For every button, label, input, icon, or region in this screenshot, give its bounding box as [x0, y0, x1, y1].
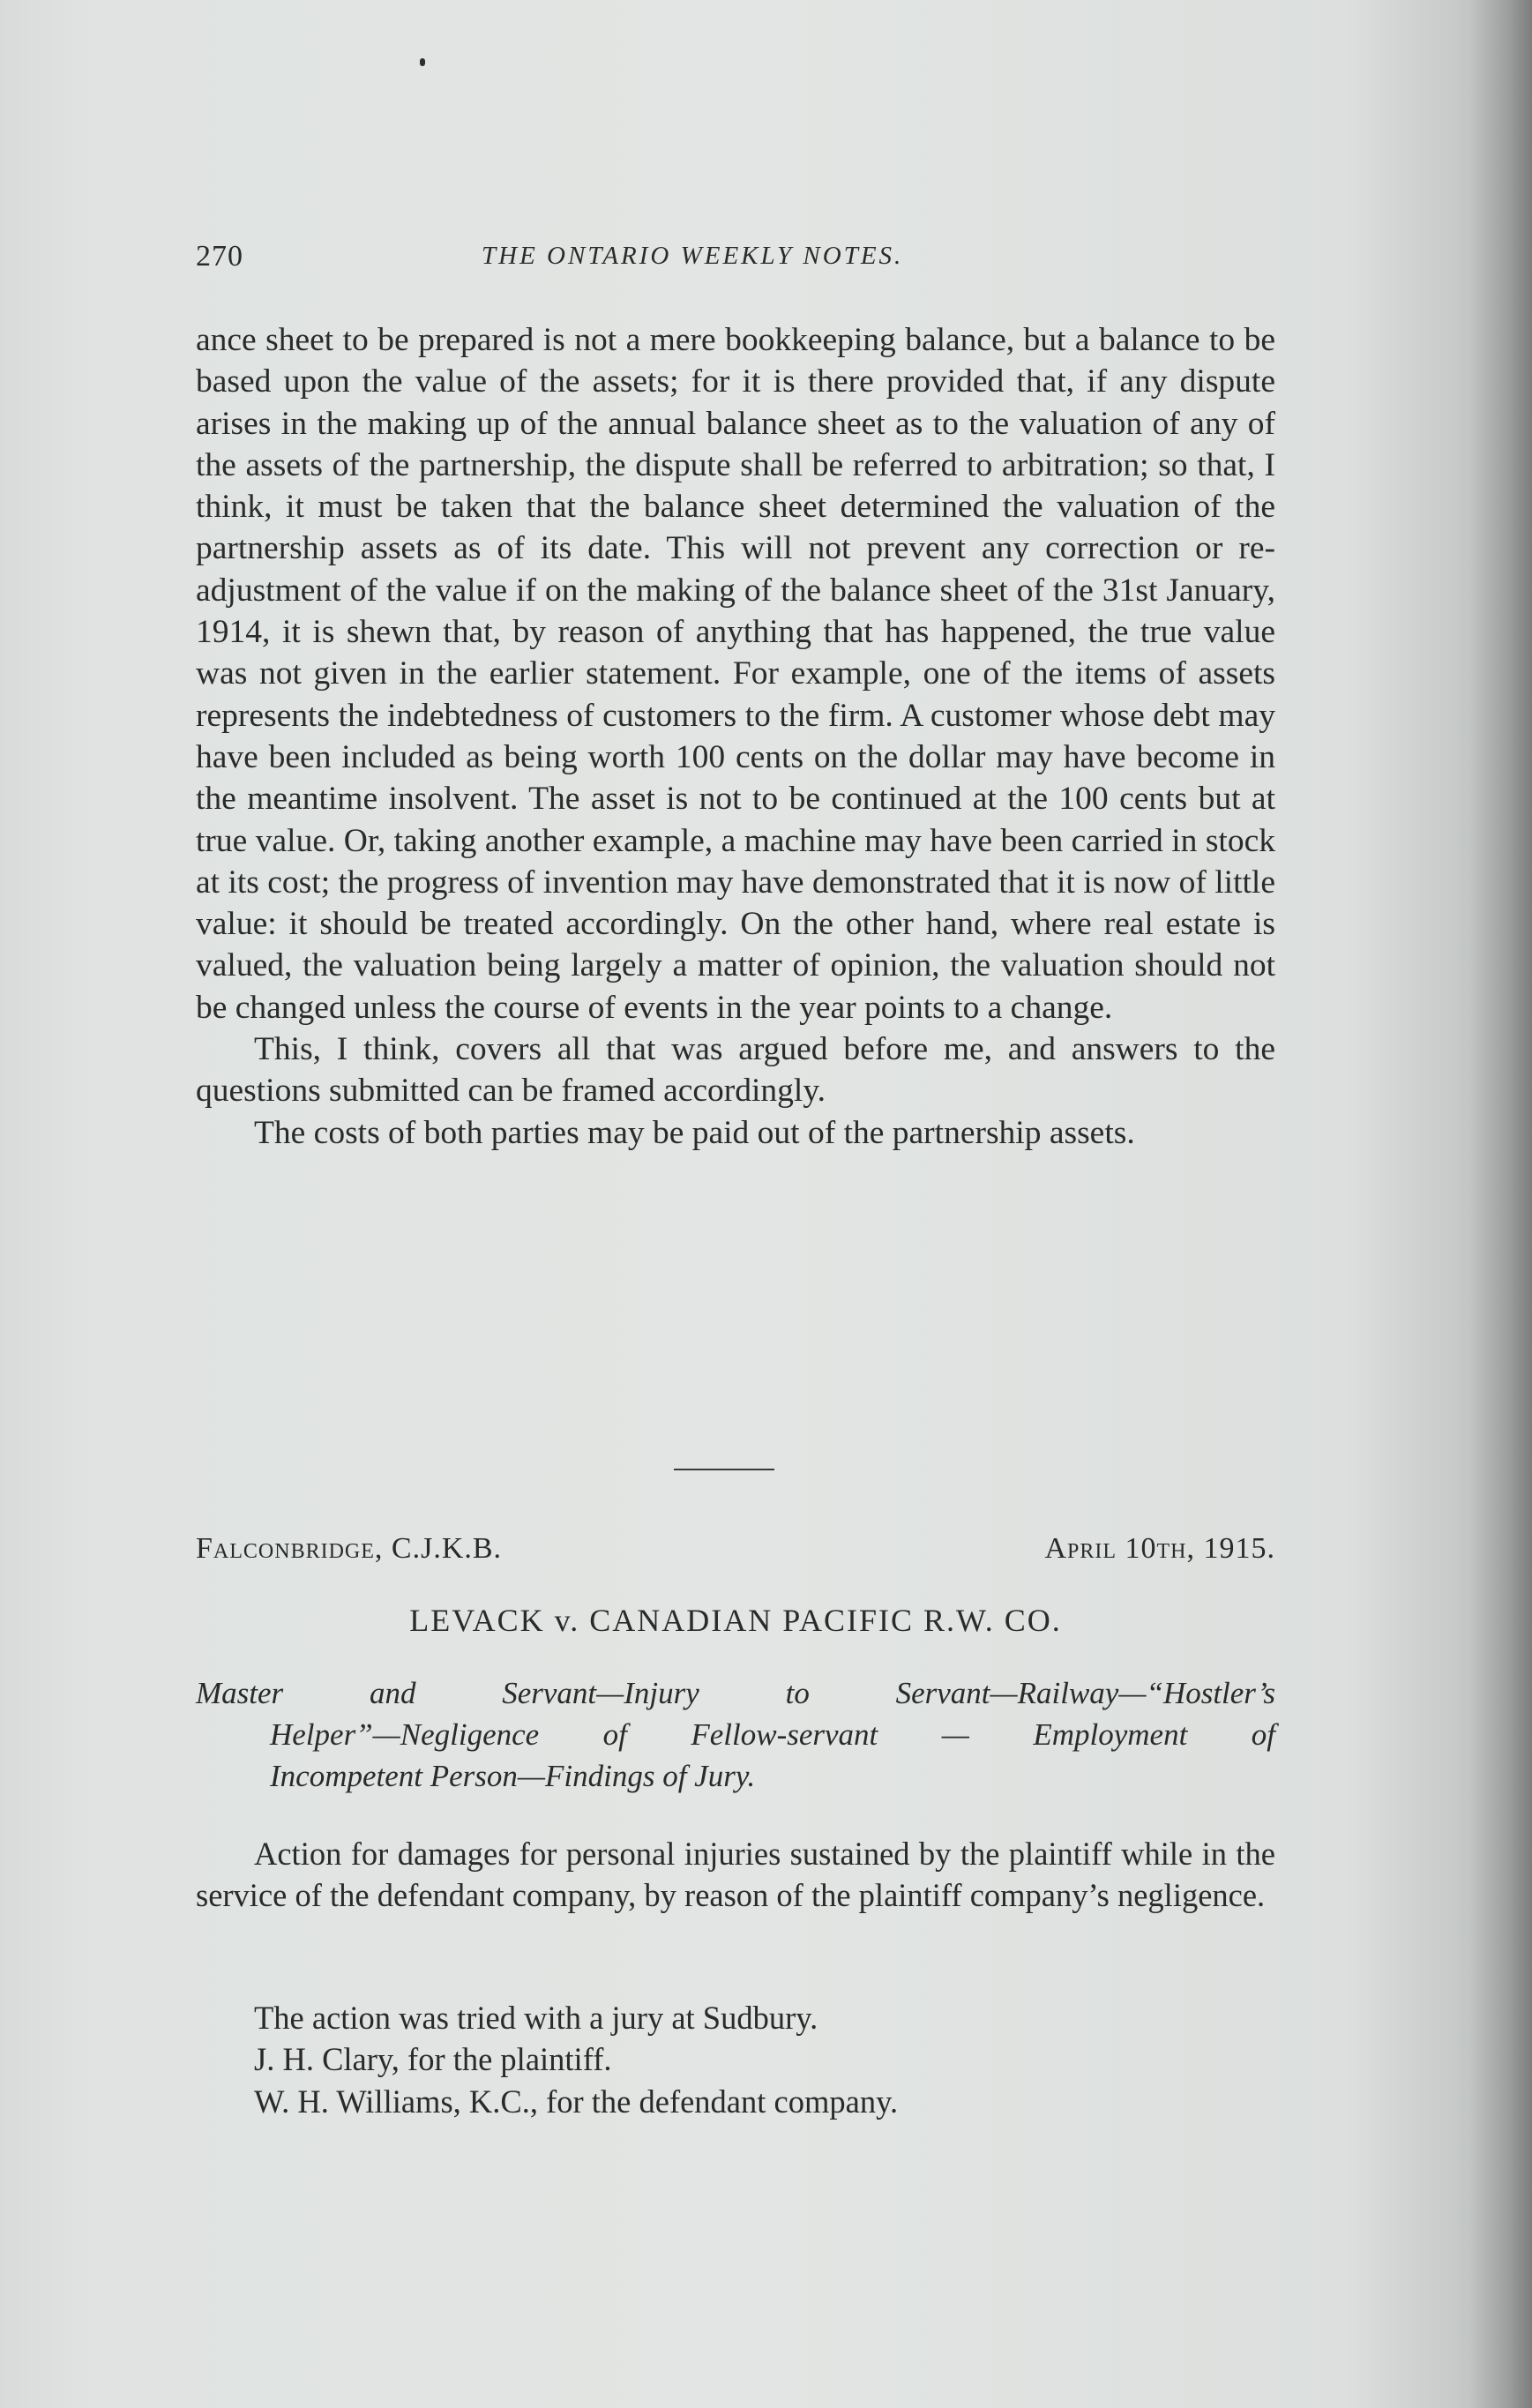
summary-paragraph: Action for damages for personal injuries sustained by the plaintiff while in the service of the defendant company, by reason of the plaintiff company’s negligence.	[196, 1836, 1275, 1914]
decision-date: April 10th, 1915.	[1044, 1532, 1275, 1565]
headnote-line: Helper”—Negligence of Fellow-servant — Employment of	[270, 1717, 1275, 1752]
paragraph-2: This, I think, covers all that was argued before me, and answers to the questions submitted can be framed accordingly.	[196, 1031, 1275, 1110]
case-title: LEVACK v. CANADIAN PACIFIC R.W. CO.	[409, 1603, 1062, 1638]
ink-speck	[420, 58, 425, 66]
headnote-line: Master and Servant—Injury to Servant—Railway—“Hostler’s	[196, 1676, 1275, 1710]
headnote	[196, 1672, 1275, 1797]
counsel-plaintiff: J. H. Clary, for the plaintiff.	[254, 2041, 612, 2078]
trial-details	[196, 1997, 1275, 2122]
trial-venue: The action was tried with a jury at Sudbury.	[254, 2000, 818, 2036]
journal-title: THE ONTARIO WEEKLY NOTES.	[482, 242, 904, 270]
running-head	[196, 240, 1275, 282]
judge-name: Falconbridge, C.J.K.B.	[196, 1532, 503, 1565]
paragraph-1: ance sheet to be prepared is not a mere bookkeeping balance, but a balance to be based upon the value of the assets; for it is there provided that, if any dispute arises in the making up of the annual balance sheet as to the valuation of any of the assets of the partnership, the dispute shall be referred to arbitration; so that, I think, it must be taken that the balance sheet determined the valuation of the partnership assets as of its date. This will not prevent any correction or re-adjustment of the value if on the making of the balance sheet of the 31st January, 1914, it is shewn that, by reason of anything that has happened, the true value was not given in the earlier statement. For example, one of the items of assets represents the indebtedness of customers to the firm. A customer whose debt may have been included as being worth 100 cents on the dollar may have become in the meantime insolvent. The asset is not to be continued at the 100 cents but at true value. Or, taking another example, a machine may have been carried in stock at its cost; the progress of invention may have demonstrated that it is now of little value: it should be treated accordingly. On the other hand, where real estate is valued, the valuation being largely a matter of opinion, the valuation should not be changed unless the course of events in the year points to a change.	[196, 322, 1275, 1026]
paragraph-3: The costs of both parties may be paid out of the partnership assets.	[254, 1114, 1135, 1151]
spine-shadow	[1470, 0, 1532, 2408]
page-number: 270	[196, 240, 243, 273]
section-divider	[674, 1469, 774, 1470]
headnote-line: Incompetent Person—Findings of Jury.	[270, 1759, 756, 1793]
counsel-defendant: W. H. Williams, K.C., for the defendant company.	[254, 2083, 899, 2120]
case-summary	[196, 1833, 1275, 1917]
opinion-text	[196, 319, 1275, 1154]
